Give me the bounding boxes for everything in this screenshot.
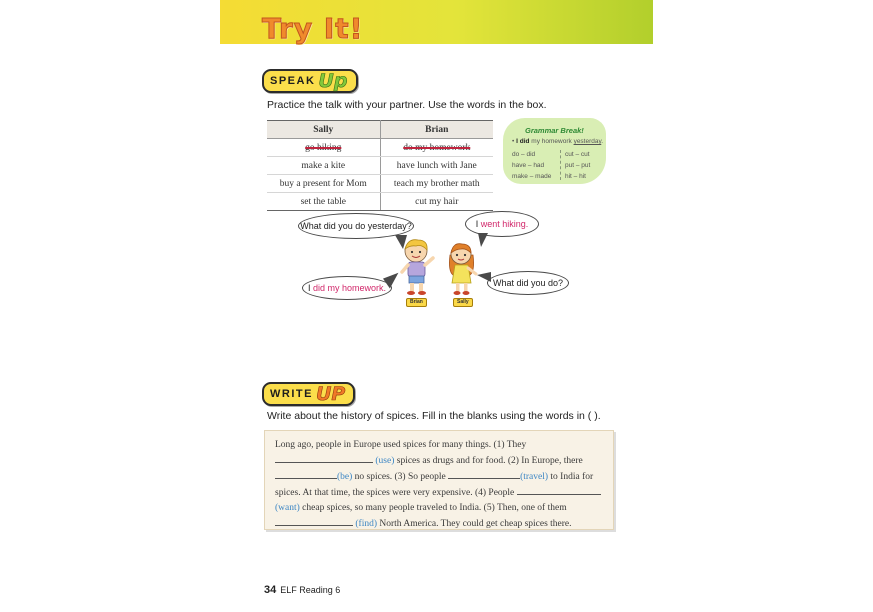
example-did: did (519, 138, 530, 145)
bubble-answer: did my homework. (313, 283, 387, 293)
grammar-divider (560, 150, 561, 180)
write-up-passage (264, 430, 614, 530)
word-box-table (267, 120, 493, 211)
verb-pair: have – had (512, 162, 545, 169)
write-up-logo (262, 382, 355, 406)
page-title: Try It! (262, 12, 364, 45)
table-row (267, 175, 493, 193)
crossed-out-phrase: go hiking (305, 142, 342, 153)
table-cell (267, 139, 380, 157)
passage-text: Long ago, people in Europe used spices for many things. (1) They (275, 440, 527, 450)
bubble-answer: went hiking. (480, 219, 529, 229)
bubble-text: What did you do yesterday? (300, 221, 412, 231)
speak-up-instruction: Practice the talk with your partner. Use the words in the box. (267, 99, 547, 111)
table-cell: have lunch with Jane (380, 157, 493, 175)
table-row (267, 157, 493, 175)
bubble-text: What did you do? (492, 278, 564, 288)
hint-word: (travel) (520, 472, 549, 482)
hint-word: (want) (275, 503, 300, 513)
verb-pair: hit – hit (565, 173, 586, 180)
write-up-instruction: Write about the history of spices. Fill in the blanks using the words in ( ). (267, 410, 601, 422)
table-row (267, 193, 493, 211)
passage-text: to India for spices. At that time, the spices were very expensive. (4) People (275, 472, 594, 498)
page-footer (264, 584, 340, 596)
bullet: • (512, 138, 515, 145)
sally-name-tag: Sally (453, 298, 473, 307)
speech-bubble-did-homework (302, 276, 392, 300)
example-yesterday: yesterday (573, 138, 602, 145)
sally-illustration (444, 241, 480, 297)
blank-2[interactable] (275, 469, 337, 479)
grammar-break-box (503, 118, 606, 184)
speak-up-logo-up: Up (318, 69, 348, 92)
bubble-prefix: I (475, 219, 479, 229)
verb-pair: do – did (512, 151, 536, 158)
table-cell: cut my hair (380, 193, 493, 211)
hint-word: (use) (375, 456, 395, 466)
speak-up-logo-word: SPEAK (270, 75, 316, 87)
write-up-logo-up: UP (315, 382, 346, 405)
crossed-out-phrase: do my homework (403, 142, 471, 153)
table-cell (380, 139, 493, 157)
speech-bubble-question-what (487, 271, 569, 295)
brian-name-tag: Brian (406, 298, 427, 307)
table-row (267, 139, 493, 157)
blank-4[interactable] (517, 485, 601, 495)
hint-word: (be) (337, 472, 353, 482)
blank-1[interactable] (275, 453, 373, 463)
passage-text: cheap spices, so many people traveled to India. (5) Then, one of them (302, 503, 567, 513)
verb-pair: make – made (512, 173, 552, 180)
brian-illustration (398, 238, 438, 296)
bubble-prefix: I (307, 283, 311, 293)
grammar-example (512, 138, 603, 145)
page-number: 34 (264, 584, 277, 596)
header-sally: Sally (267, 121, 380, 139)
passage-text: North America. They could get cheap spices there. (379, 519, 572, 529)
passage-text: spices as drugs and for food. (2) In Europe, there (396, 456, 583, 466)
example-mid: my homework (531, 138, 572, 145)
verb-pair: put – put (565, 162, 591, 169)
table-cell: set the table (267, 193, 380, 211)
passage-text: (3) So people (394, 472, 446, 482)
passage-text: no spices. (354, 472, 393, 482)
table-cell: make a kite (267, 157, 380, 175)
example-i: I (516, 138, 518, 145)
blank-5[interactable] (275, 516, 353, 526)
speak-up-logo (262, 69, 358, 93)
verb-pair: cut – cut (565, 151, 590, 158)
book-title: ELF Reading 6 (280, 585, 341, 595)
table-cell: teach my brother math (380, 175, 493, 193)
hint-word: (find) (355, 519, 378, 529)
speech-bubble-went-hiking (465, 211, 539, 237)
grammar-break-title: Grammar Break! (525, 126, 584, 135)
word-box-header-row (267, 121, 493, 139)
write-up-logo-word: WRITE (270, 388, 313, 400)
table-cell: buy a present for Mom (267, 175, 380, 193)
blank-3[interactable] (448, 469, 520, 479)
example-end: . (601, 138, 604, 145)
header-brian: Brian (380, 121, 493, 139)
